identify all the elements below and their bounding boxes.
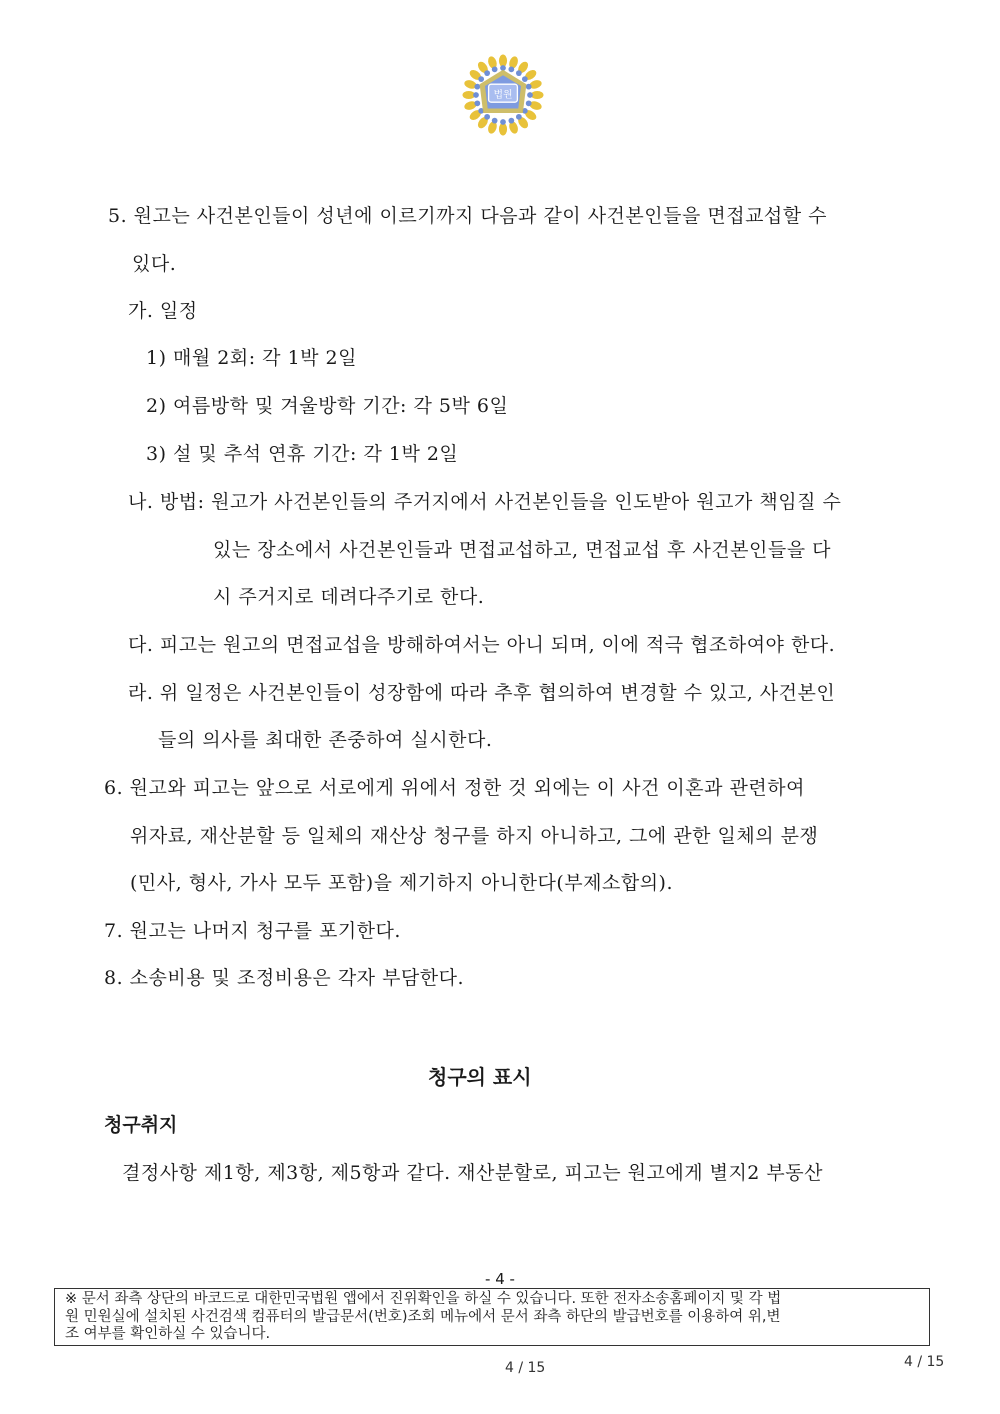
item-5-ra-line-1: 라. 위 일정은 사건본인들이 성장함에 따라 추후 협의하여 변경할 수 있고, 사건본인 [128,682,836,704]
verification-notice-box [54,1288,930,1346]
item-7: 7. 원고는 나머지 청구를 포기한다. [104,920,401,942]
item-5-line-2: 있다. [132,253,177,275]
item-5-na-line-1: 나. 방법: 원고가 사건본인들의 주거지에서 사건본인들을 인도받아 원고가 책임질 수 [128,491,842,513]
notice-line-3: 조 여부를 확인하실 수 있습니다. [65,1326,271,1342]
item-5-na-line-3: 시 주거지로 데려다주기로 한다. [213,586,485,608]
item-5-ra-line-2: 들의 의사를 최대한 존중하여 실시한다. [158,729,493,751]
claim-line: 결정사항 제1항, 제3항, 제5항과 같다. 재산분할로, 피고는 원고에게 별지2 부동산 [122,1162,823,1184]
item-6-line-3: (민사, 형사, 가사 모두 포함)을 제기하지 아니한다(부제소합의). [130,872,674,894]
seal-text: 법원 [493,89,513,101]
page-number: - 4 - [485,1270,515,1288]
item-5-ga-title: 가. 일정 [128,300,198,322]
item-6-line-1: 6. 원고와 피고는 앞으로 서로에게 위에서 정한 것 외에는 이 사건 이혼과 관련하여 [104,777,805,799]
page-count-center: 4 / 15 [505,1360,546,1376]
item-8: 8. 소송비용 및 조정비용은 각자 부담한다. [104,967,465,989]
page-count-right: 4 / 15 [904,1354,945,1370]
item-5-ga-3: 3) 설 및 추석 연휴 기간: 각 1박 2일 [146,443,459,465]
item-6-line-2: 위자료, 재산분할 등 일체의 재산상 청구를 하지 아니하고, 그에 관한 일체의 분쟁 [130,825,819,847]
notice-line-1: ※ 문서 좌측 상단의 바코드로 대한민국법원 앱에서 진위확인을 하실 수 있습니다. 또한 전자소송홈페이지 및 각 법 [65,1291,782,1307]
item-5-da: 다. 피고는 원고의 면접교섭을 방해하여서는 아니 되며, 이에 적극 협조하여야 한다. [128,634,836,656]
item-5-ga-2: 2) 여름방학 및 겨울방학 기간: 각 5박 6일 [146,395,509,417]
court-seal-icon [458,50,548,140]
item-5-na-line-2: 있는 장소에서 사건본인들과 면접교섭하고, 면접교섭 후 사건본인들을 다 [213,539,831,561]
item-5-ga-1: 1) 매월 2회: 각 1박 2일 [146,347,357,369]
notice-line-2: 원 민원실에 설치된 사건검색 컴퓨터의 발급문서(번호)조회 메뉴에서 문서 좌측 하단의 발급번호를 이용하여 위,변 [65,1308,781,1325]
item-5-line-1: 5. 원고는 사건본인들이 성년에 이르기까지 다음과 같이 사건본인들을 면접교섭할 수 [108,205,828,227]
sub-title: 청구취지 [104,1114,178,1136]
section-title: 청구의 표시 [428,1065,532,1089]
